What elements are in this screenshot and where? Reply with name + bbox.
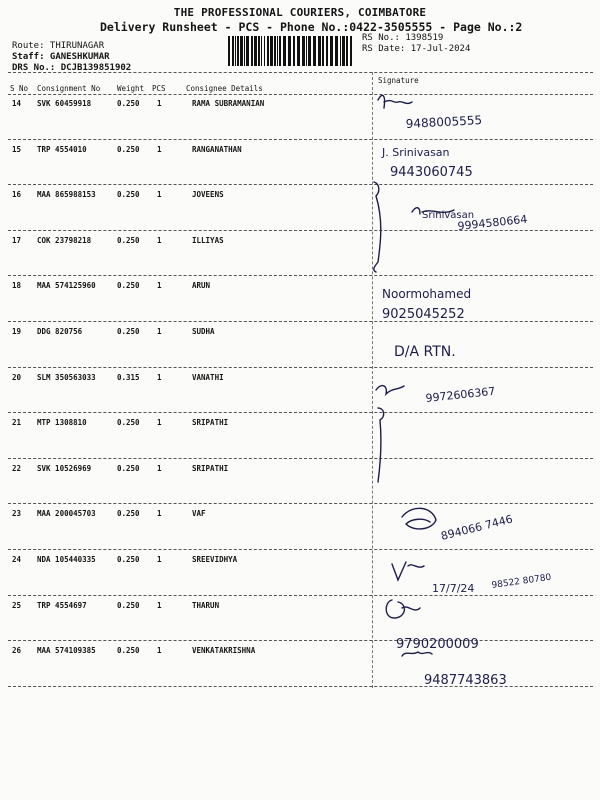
row-consignee: VENKATAKRISHNA (192, 646, 256, 656)
row-consignee: ARUN (192, 281, 211, 291)
hw-r18-name: Noormohamed (382, 287, 472, 301)
row-pcs: 1 (157, 418, 162, 428)
row-weight: 0.250 (117, 463, 140, 473)
signature-column (372, 72, 600, 688)
rs-date: RS Date: 17-Jul-2024 (362, 44, 471, 54)
row-consignment-no: NDA 105440335 (37, 555, 96, 564)
row-consignee: ILLIYAS (192, 235, 224, 245)
row-pcs: 1 (157, 281, 162, 291)
staff-label: Staff: GANESHKUMAR (12, 52, 110, 62)
row-consignee: THARUN (192, 600, 220, 610)
route-label: Route: THIRUNAGAR (12, 41, 105, 51)
barcode-bar (297, 36, 300, 66)
row-consignment-no: TRP 4554010 (37, 144, 87, 154)
signature-mark-23 (402, 508, 436, 529)
row-sno: 16 (12, 190, 22, 200)
row-pcs: 1 (157, 144, 162, 154)
barcode-bar (346, 36, 348, 66)
barcode-bar (244, 36, 245, 66)
col-pcs: PCS (152, 84, 166, 93)
barcode-bar (279, 36, 281, 66)
row-consignee: SREEVIDHYA (192, 555, 238, 564)
barcode-bar (258, 36, 260, 66)
barcode-bar (254, 36, 257, 66)
row-pcs: 1 (157, 327, 162, 336)
barcode-bar (288, 36, 291, 66)
row-consignment-no: SVK 60459918 (37, 99, 92, 108)
hw-r16-phone: 9994580664 (456, 212, 528, 233)
row-consignment-no: TRP 4554697 (37, 600, 87, 610)
row-weight: 0.250 (117, 99, 140, 108)
barcode-bar (342, 36, 345, 66)
row-sno: 15 (12, 144, 22, 154)
row-pcs: 1 (157, 190, 162, 200)
row-consignment-no: MAA 865988153 (37, 190, 96, 200)
row-pcs: 1 (157, 646, 162, 656)
barcode-bar (350, 36, 352, 66)
row-sno: 20 (12, 372, 22, 382)
row-sno: 26 (12, 646, 22, 656)
hw-r19-note: D/A RTN. (394, 344, 456, 360)
signature-mark-20 (376, 386, 404, 394)
row-consignee: SUDHA (192, 327, 215, 336)
signature-mark-26 (402, 652, 432, 656)
row-weight: 0.250 (117, 281, 140, 291)
row-weight: 0.250 (117, 555, 140, 564)
company-title: THE PROFESSIONAL COURIERS, COIMBATORE (173, 6, 427, 19)
barcode-bar (283, 36, 286, 66)
barcode-bar (267, 36, 269, 66)
hw-r23-phone: 894066 7446 (439, 512, 515, 543)
barcode-bar (232, 36, 234, 66)
row-pcs: 1 (157, 372, 162, 382)
runsheet-subtitle: Delivery Runsheet - PCS - Phone No.:0422-3505555 - Page No.:2 (100, 20, 523, 34)
barcode-bar (261, 36, 262, 66)
row-pcs: 1 (157, 235, 162, 245)
row-weight: 0.250 (117, 509, 140, 519)
row-consignee: RANGANATHAN (192, 144, 242, 154)
barcode-bar (313, 36, 316, 66)
row-sno: 23 (12, 509, 22, 519)
row-pcs: 1 (157, 600, 162, 610)
hw-r24-date: 17/7/24 (432, 582, 475, 595)
row-weight: 0.250 (117, 235, 140, 245)
barcode-bar (274, 36, 276, 66)
hw-r15-name: J. Srinivasan (382, 146, 450, 159)
barcode-bar (318, 36, 321, 66)
row-sno: 25 (12, 600, 22, 610)
signature-mark-14 (378, 95, 412, 108)
barcode-bar (277, 36, 278, 66)
row-weight: 0.250 (117, 327, 140, 336)
row-weight: 0.250 (117, 600, 140, 610)
row-sno: 18 (12, 281, 22, 291)
row-sno: 24 (12, 555, 22, 564)
row-consignment-no: SVK 10526969 (37, 463, 92, 473)
row-consignment-no: MAA 200045703 (37, 509, 96, 519)
barcode-bar (335, 36, 338, 66)
barcode-bar (308, 36, 311, 66)
brace-mark-21-22 (378, 408, 384, 482)
barcode-bar (302, 36, 305, 66)
hw-r16-text: Srinivasan (422, 210, 475, 221)
row-weight: 0.250 (117, 144, 140, 154)
col-consignment: Consignment No (37, 84, 101, 93)
barcode-bar (235, 36, 236, 66)
row-pcs: 1 (157, 509, 162, 519)
row-pcs: 1 (157, 99, 162, 108)
barcode-bar (293, 36, 295, 66)
col-sno: S No (10, 84, 29, 93)
row-consignee: VAF (192, 509, 206, 519)
row-weight: 0.250 (117, 418, 140, 428)
hw-r18-phone: 9025045252 (382, 307, 465, 322)
row-consignment-no: MAA 574109385 (37, 646, 96, 656)
row-consignee: VANATHI (192, 372, 224, 382)
row-consignment-no: DDG 820756 (37, 327, 83, 336)
signature-mark-25 (386, 600, 420, 618)
barcode-bar (270, 36, 273, 66)
row-consignment-no: MAA 574125960 (37, 281, 96, 291)
col-signature: Signature (378, 76, 419, 85)
row-weight: 0.315 (117, 372, 140, 382)
drs-number: DRS No.: DCJB139851902 (12, 63, 132, 73)
col-consignee: Consignee Details (186, 84, 263, 93)
barcode-bar (326, 36, 328, 66)
row-consignee: SRIPATHI (192, 418, 229, 428)
barcode-bar (306, 36, 307, 66)
row-consignment-no: COK 23798218 (37, 235, 92, 245)
hw-r14-phone: 9488005555 (405, 113, 483, 131)
barcode-bar (330, 36, 333, 66)
row-consignment-no: MTP 1308810 (37, 418, 87, 428)
barcode-bar (251, 36, 253, 66)
barcode-bar (228, 36, 230, 66)
row-consignment-no: SLM 350563033 (37, 372, 96, 382)
row-pcs: 1 (157, 463, 162, 473)
row-sno: 14 (12, 99, 22, 108)
row-consignee: RAMA SUBRAMANIAN (192, 99, 265, 108)
hw-r25-phone: 9790200009 (396, 637, 479, 652)
rs-number: RS No.: 1398519 (362, 33, 444, 43)
barcode-bar (264, 36, 265, 66)
brace-mark-16-17 (374, 182, 381, 272)
row-sno: 19 (12, 327, 22, 336)
row-sno: 17 (12, 235, 22, 245)
row-consignee: JOVEENS (192, 190, 224, 200)
row-sno: 21 (12, 418, 22, 428)
row-consignee: SRIPATHI (192, 463, 229, 473)
row-weight: 0.250 (117, 190, 140, 200)
signature-mark-24 (392, 562, 424, 580)
row-weight: 0.250 (117, 646, 140, 656)
barcode (228, 36, 354, 66)
barcode-bar (237, 36, 239, 66)
hw-r26-phone: 9487743863 (424, 673, 507, 688)
row-pcs: 1 (157, 555, 162, 564)
barcode-bar (240, 36, 243, 66)
hw-r24-phone: 98522 80780 (491, 572, 552, 591)
barcode-bar (322, 36, 324, 66)
barcode-bar (340, 36, 341, 66)
row-sno: 22 (12, 463, 22, 473)
hw-r20-phone: 9972606367 (424, 384, 496, 405)
col-weight: Weight (117, 84, 145, 93)
barcode-bar (246, 36, 249, 66)
hw-r15-phone: 9443060745 (390, 165, 473, 180)
